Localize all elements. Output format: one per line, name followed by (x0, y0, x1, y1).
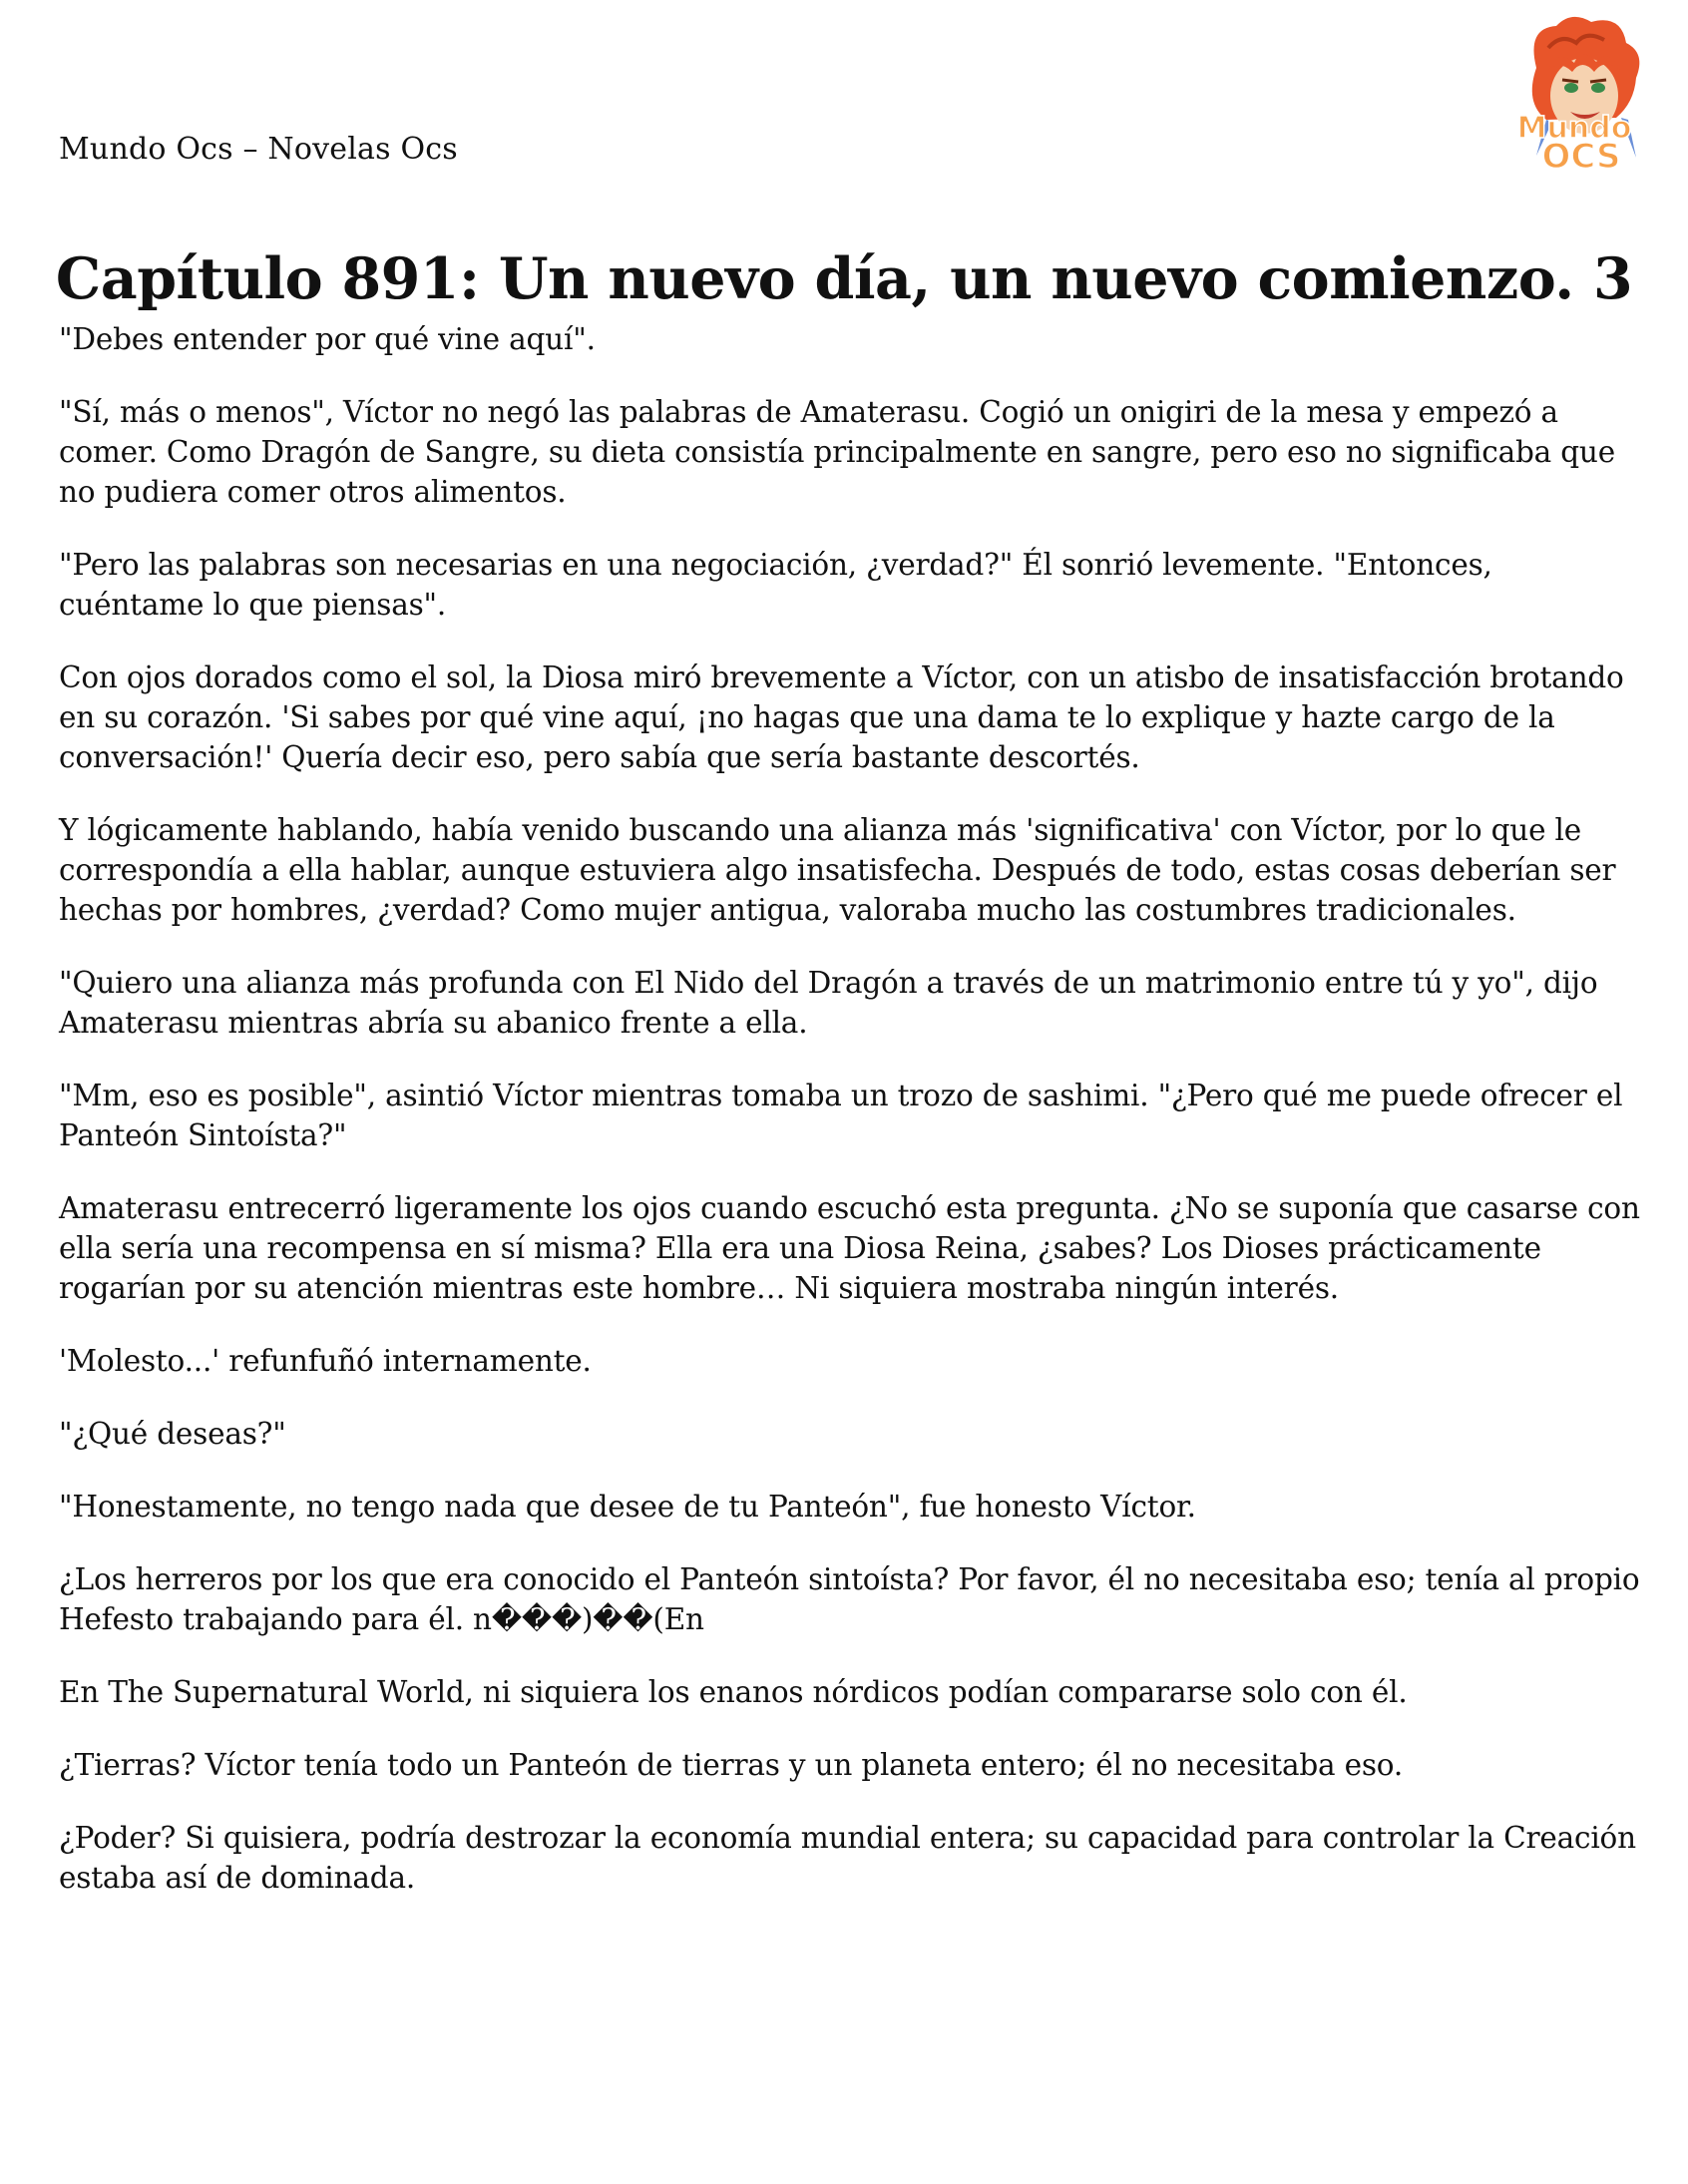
paragraph: "Quiero una alianza más profunda con El Nido del Dragón a través de un matrimonio entre tú y yo", dijo Amaterasu mientras abría su abanico frente a ella. (59, 966, 1598, 1040)
paragraph: "Mm, eso es posible", asintió Víctor mientras tomaba un trozo de sashimi. "¿Pero qué me puede ofrecer el Panteón Sintoísta?" (59, 1079, 1623, 1152)
paragraph: ¿Poder? Si quisiera, podría destrozar la economía mundial entera; su capacidad para controlar la Creación estaba así de dominada. (59, 1821, 1636, 1895)
site-header-label: Mundo Ocs – Novelas Ocs (59, 132, 458, 167)
paragraph: "¿Qué deseas?" (59, 1417, 286, 1451)
paragraph: "Honestamente, no tengo nada que desee de tu Panteón", fue honesto Víctor. (59, 1490, 1196, 1524)
paragraph: En The Supernatural World, ni siquiera los enanos nórdicos podían compararse solo con él. (59, 1675, 1408, 1709)
paragraph: 'Molesto...' refunfuñó internamente. (59, 1344, 592, 1378)
mundo-ocs-logo (1486, 8, 1666, 188)
paragraph: Amaterasu entrecerró ligeramente los ojos cuando escuchó esta pregunta. ¿No se suponía que casarse con ella sería una recompensa en sí misma? Ella era una Diosa Reina, ¿sabes? Los Dioses prácticamente rogarían por su atención mientras este hombre… Ni siquiera mostraba ningún interés. (59, 1191, 1640, 1305)
paragraph: Y lógicamente hablando, había venido buscando una alianza más 'significativa' con Víctor, por lo que le correspondía a ella hablar, aunque estuviera algo insatisfecha. Después de todo, estas cosas deberían ser hechas por hombres, ¿verdad? Como mujer antigua, valoraba mucho las costumbres tradicionales. (59, 813, 1616, 927)
paragraph: ¿Tierras? Víctor tenía todo un Panteón de tierras y un planeta entero; él no necesitaba eso. (59, 1748, 1403, 1782)
chapter-title: Capítulo 891: Un nuevo día, un nuevo comienzo. 3 (55, 245, 1633, 313)
paragraph: Con ojos dorados como el sol, la Diosa miró brevemente a Víctor, con un atisbo de insatisfacción brotando en su corazón. 'Si sabes por qué vine aquí, ¡no hagas que una dama te lo explique y hazte cargo de la conversación!' Quería decir eso, pero sabía que sería bastante descortés. (59, 660, 1624, 774)
logo-text-top: Mundo (1516, 111, 1632, 146)
logo-text-bottom: OCS (1541, 137, 1621, 177)
paragraph: "Debes entender por qué vine aquí". (59, 322, 596, 356)
paragraph: "Sí, más o menos", Víctor no negó las palabras de Amaterasu. Cogió un onigiri de la mesa y empezó a comer. Como Dragón de Sangre, su dieta consistía principalmente en sangre, pero eso no significaba que no pudiera comer otros alimentos. (59, 395, 1615, 509)
paragraph: ¿Los herreros por los que era conocido el Panteón sintoísta? Por favor, él no necesitaba eso; tenía al propio Hefesto trabajando para él. n���)��(En (59, 1562, 1640, 1636)
chapter-body (59, 319, 1645, 1931)
paragraph: "Pero las palabras son necesarias en una negociación, ¿verdad?" Él sonrió levemente. "Entonces, cuéntame lo que piensas". (59, 548, 1492, 622)
